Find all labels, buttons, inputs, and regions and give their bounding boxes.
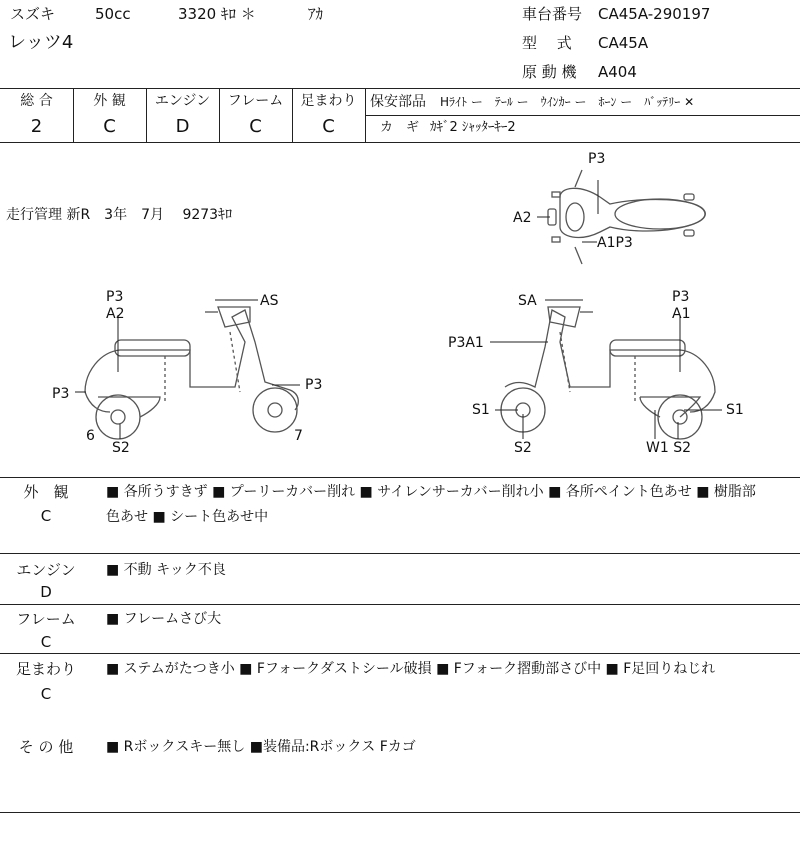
label-a1p3-top: A1P3 (597, 235, 633, 251)
label-a2-top: A2 (513, 210, 532, 226)
chassis-value: CA45A-290197 (598, 5, 711, 23)
grade-label: 外 観 (93, 93, 126, 109)
grade-value: D (175, 116, 190, 137)
divider (0, 812, 800, 813)
grade-label: エンジン (154, 93, 211, 109)
color: ｱｶ (308, 5, 324, 23)
grade-value: C (249, 116, 262, 137)
section-line: ■ 不動 キック不良 (106, 562, 226, 578)
section-label: 足まわり (15, 660, 76, 678)
key-label: カ ギ (380, 120, 420, 135)
leader-lines (75, 180, 722, 439)
label-p3a1-right: P3A1 (448, 335, 484, 351)
mileage: 3320 ｷﾛ ＊ (178, 5, 256, 23)
scooter-left-view (85, 307, 298, 439)
section-line: 色あせ ■ シート色あせ中 (106, 509, 269, 525)
label-a2-left: A2 (106, 306, 125, 322)
label-s2-right: S2 (514, 440, 532, 456)
section-line: ■ フレームさび大 (106, 611, 222, 627)
divider (0, 477, 800, 478)
label-6: 6 (86, 428, 95, 444)
chassis-label: 車台番号 (522, 5, 583, 23)
scooter-right-view (501, 307, 715, 439)
displacement: 50cc (95, 5, 131, 23)
divider (0, 88, 800, 89)
section-line: ■ ステムがたつき小 ■ Fフォークダストシール破損 ■ Fフォーク摺動部さび中 ■ F足回りねじれ (106, 661, 716, 677)
safety-items: Hﾗｲﾄ ー ﾃｰﾙ ー ｳｲﾝｶｰ ー ﾎｰﾝ ー ﾊﾞｯﾃﾘｰ ✕ (440, 95, 695, 109)
section-line: ■ 各所うすきず ■ プーリーカバー削れ ■ サイレンサーカバー削れ小 ■ 各所ペイント色あせ ■ 樹脂部 (106, 484, 756, 500)
label-s2-left: S2 (112, 440, 130, 456)
label-a1-right: A1 (672, 306, 691, 322)
grade-value: C (322, 116, 335, 137)
grade-label: 足まわり (300, 93, 357, 109)
grade-value: C (103, 116, 116, 137)
label-p3-left: P3 (106, 289, 124, 305)
section-line: ■ Rボックスキー無し ■装備品:Rボックス Fカゴ (106, 739, 416, 755)
section-label: フレーム (16, 610, 76, 628)
type-value: CA45A (598, 34, 649, 52)
label-s1-front-right: S1 (472, 402, 490, 418)
type-label: 型 式 (522, 34, 572, 52)
grade-label: 総 合 (20, 93, 53, 109)
label-as-left: AS (260, 293, 279, 309)
label-p3-rear-left: P3 (52, 386, 70, 402)
key-value: ｶｷﾞ2 ｼｬｯﾀｰｷｰ2 (430, 120, 516, 135)
label-p3-right: P3 (672, 289, 690, 305)
mileage-note: 走行管理 新R 3年 7月 9273ｷﾛ (6, 207, 233, 223)
label-p3-front-left: P3 (305, 377, 323, 393)
divider (0, 653, 800, 654)
maker: スズキ (10, 5, 56, 23)
label-sa-right: SA (518, 293, 537, 309)
label-p3-top: P3 (588, 151, 606, 167)
safety-title: 保安部品 (370, 94, 426, 110)
grade-label: フレーム (227, 93, 284, 109)
grade-value: 2 (30, 116, 43, 137)
divider (0, 553, 800, 554)
section-label: 外 観 (23, 483, 69, 501)
section-label: エンジン (16, 561, 76, 579)
engine-value: A404 (598, 63, 637, 81)
divider (0, 604, 800, 605)
section-grade: D (40, 583, 52, 601)
label-s1-rear-right: S1 (726, 402, 744, 418)
section-grade: C (40, 685, 52, 703)
section-grade: C (40, 507, 52, 525)
section-label: そ の 他 (18, 738, 74, 756)
section-grade: C (40, 633, 52, 651)
engine-label: 原 動 機 (522, 63, 577, 81)
model-name: レッツ4 (8, 32, 74, 53)
label-7: 7 (294, 428, 303, 444)
divider (365, 115, 800, 116)
label-w1s2-right: W1 S2 (646, 440, 691, 456)
